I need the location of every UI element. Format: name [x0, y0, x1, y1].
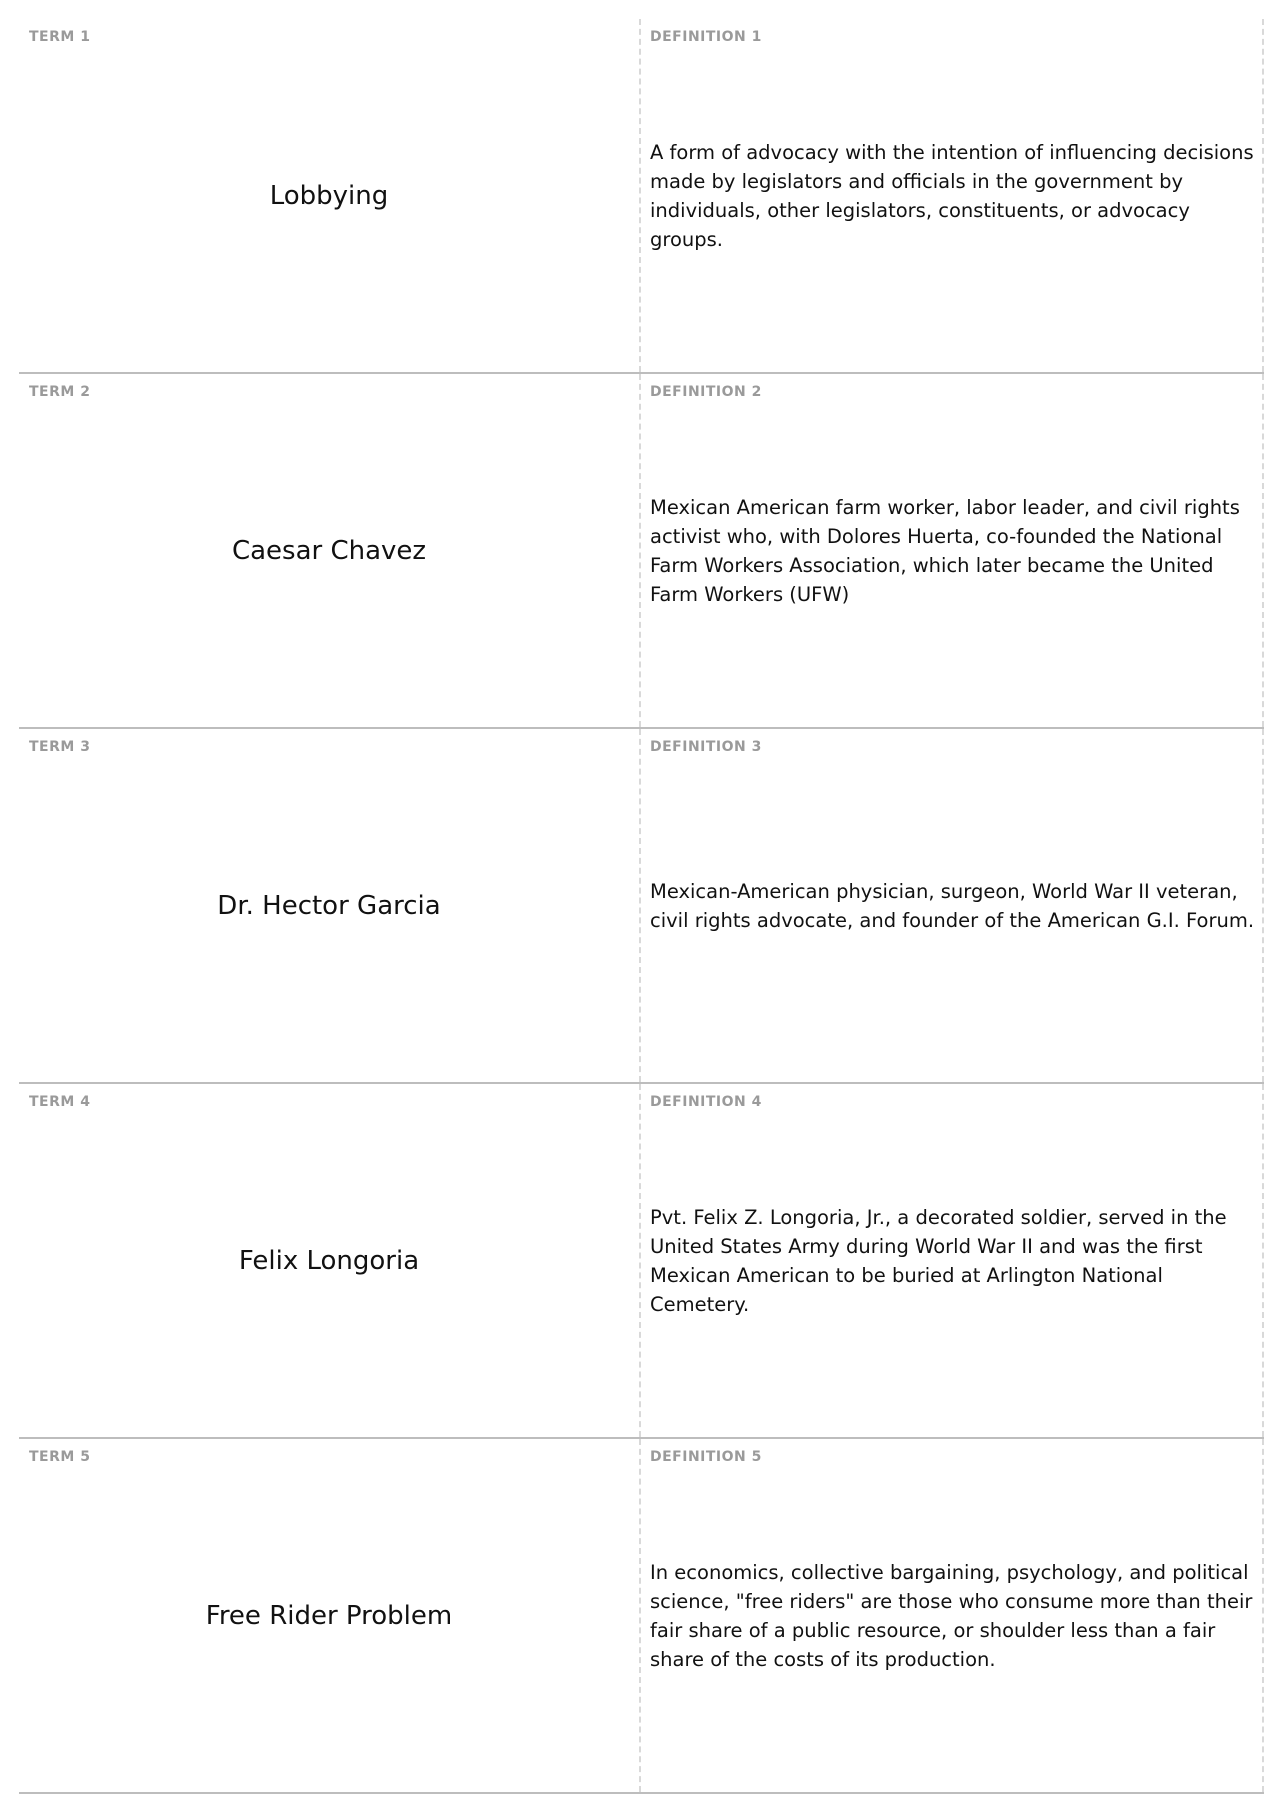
term-text: Caesar Chavez — [231, 535, 427, 566]
term-cell — [19, 729, 641, 1082]
flashcard-row — [19, 19, 1264, 374]
definition-cell — [641, 1084, 1264, 1437]
term-cell — [19, 1084, 641, 1437]
definition-body: Mexican-American physician, surgeon, World War II veteran, civil rights advocate, and founder of the American G.I. Forum. — [650, 879, 1255, 932]
flashcard-row — [19, 1084, 1264, 1439]
flashcard-row — [19, 1439, 1264, 1794]
term-text: Felix Longoria — [238, 1245, 420, 1276]
definition-label: DEFINITION 2 — [650, 384, 762, 400]
term-label: TERM 3 — [29, 739, 91, 755]
definition-cell — [641, 374, 1264, 727]
term-label: TERM 5 — [29, 1449, 91, 1465]
definition-text — [650, 374, 1256, 727]
definition-body: A form of advocacy with the intention of influencing decisions made by legislators and officials in the government by individuals, other legislators, constituents, or advocacy groups. — [650, 140, 1254, 251]
definition-label: DEFINITION 1 — [650, 29, 762, 45]
definition-body: Pvt. Felix Z. Longoria, Jr., a decorated soldier, served in the United States Army during World War II and was the first Mexican American to be buried at Arlington National Cemetery. — [650, 1205, 1227, 1316]
definition-text — [650, 1084, 1256, 1437]
definition-body: In economics, collective bargaining, psychology, and political science, "free riders" are those who consume more than their fair share of a public resource, or shoulder less than a fair share of the costs of its production. — [650, 1560, 1253, 1671]
term-cell — [19, 374, 641, 727]
flashcard-row — [19, 729, 1264, 1084]
definition-body: Mexican American farm worker, labor leader, and civil rights activist who, with Dolores Huerta, co-founded the National Farm Workers Association, which later became the United Farm Workers (UFW) — [650, 495, 1240, 606]
term-label: TERM 4 — [29, 1094, 91, 1110]
term-text: Lobbying — [269, 180, 389, 211]
term-cell — [19, 1439, 641, 1792]
definition-cell — [641, 1439, 1264, 1792]
definition-cell — [641, 729, 1264, 1082]
flashcard-row — [19, 374, 1264, 729]
flashcard-sheet — [19, 19, 1264, 1794]
term-label: TERM 2 — [29, 384, 91, 400]
term-text: Dr. Hector Garcia — [217, 890, 441, 921]
definition-text — [650, 19, 1256, 372]
definition-text — [650, 729, 1256, 1082]
term-text: Free Rider Problem — [205, 1600, 453, 1631]
term-cell — [19, 19, 641, 372]
definition-label: DEFINITION 5 — [650, 1449, 762, 1465]
definition-label: DEFINITION 3 — [650, 739, 762, 755]
definition-label: DEFINITION 4 — [650, 1094, 762, 1110]
term-label: TERM 1 — [29, 29, 91, 45]
definition-text — [650, 1439, 1256, 1792]
definition-cell — [641, 19, 1264, 372]
